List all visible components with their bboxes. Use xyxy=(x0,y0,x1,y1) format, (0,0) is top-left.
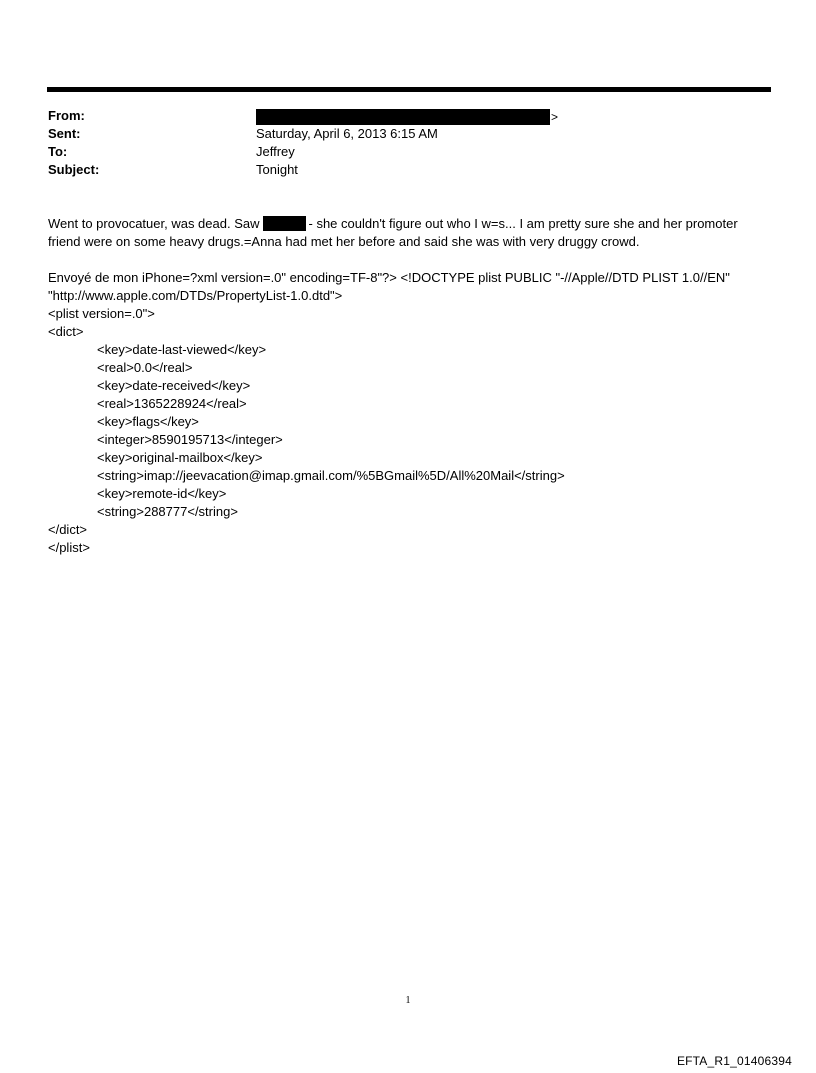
dict-line: <real>0.0</real> xyxy=(97,360,193,375)
body-line-4: "http://www.apple.com/DTDs/PropertyList-1.0.dtd"> xyxy=(48,288,343,303)
sent-label: Sent: xyxy=(48,126,81,141)
from-label: From: xyxy=(48,108,85,123)
dict-line: <real>1365228924</real> xyxy=(97,396,247,411)
subject-value: Tonight xyxy=(256,162,298,177)
dict-line: <key>date-last-viewed</key> xyxy=(97,342,267,357)
body-line-2: friend were on some heavy drugs.=Anna had met her before and said she was with very druggy crowd. xyxy=(48,234,640,249)
body-text-a: Went to provocatuer, was dead. Saw xyxy=(48,216,260,231)
subject-label: Subject: xyxy=(48,162,100,177)
body-text-b: - she couldn't figure out who I w=s... I am pretty sure she and her promoter xyxy=(308,216,738,231)
dict-line: <key>remote-id</key> xyxy=(97,486,227,501)
to-label: To: xyxy=(48,144,68,159)
dict-close: </dict> xyxy=(48,522,88,537)
sent-value: Saturday, April 6, 2013 6:15 AM xyxy=(256,126,438,141)
bates-id: EFTA_R1_01406394 xyxy=(676,1054,792,1068)
dict-line: <key>date-received</key> xyxy=(97,378,251,393)
dict-line: <key>original-mailbox</key> xyxy=(97,450,263,465)
plist-close: </plist> xyxy=(48,540,90,555)
name-redaction xyxy=(263,216,306,231)
to-value: Jeffrey xyxy=(256,144,295,159)
plist-open: <plist version=.0"> xyxy=(48,306,155,321)
dict-line: <key>flags</key> xyxy=(97,414,199,429)
body-line-1 xyxy=(48,215,738,233)
dict-open: <dict> xyxy=(48,324,84,339)
from-redaction xyxy=(256,109,550,125)
dict-line: <string>288777</string> xyxy=(97,504,238,519)
page-number: 1 xyxy=(405,995,411,1006)
header-rule xyxy=(47,87,771,92)
dict-line: <string>imap://jeevacation@imap.gmail.com/%5BGmail%5D/All%20Mail</string> xyxy=(97,468,565,483)
dict-line: <integer>8590195713</integer> xyxy=(97,432,283,447)
body-line-3: Envoyé de mon iPhone=?xml version=.0" encoding=TF-8"?> <!DOCTYPE plist PUBLIC "-//Apple//DTD PLIST 1.0//EN" xyxy=(48,270,730,285)
from-suffix: > xyxy=(551,110,559,124)
